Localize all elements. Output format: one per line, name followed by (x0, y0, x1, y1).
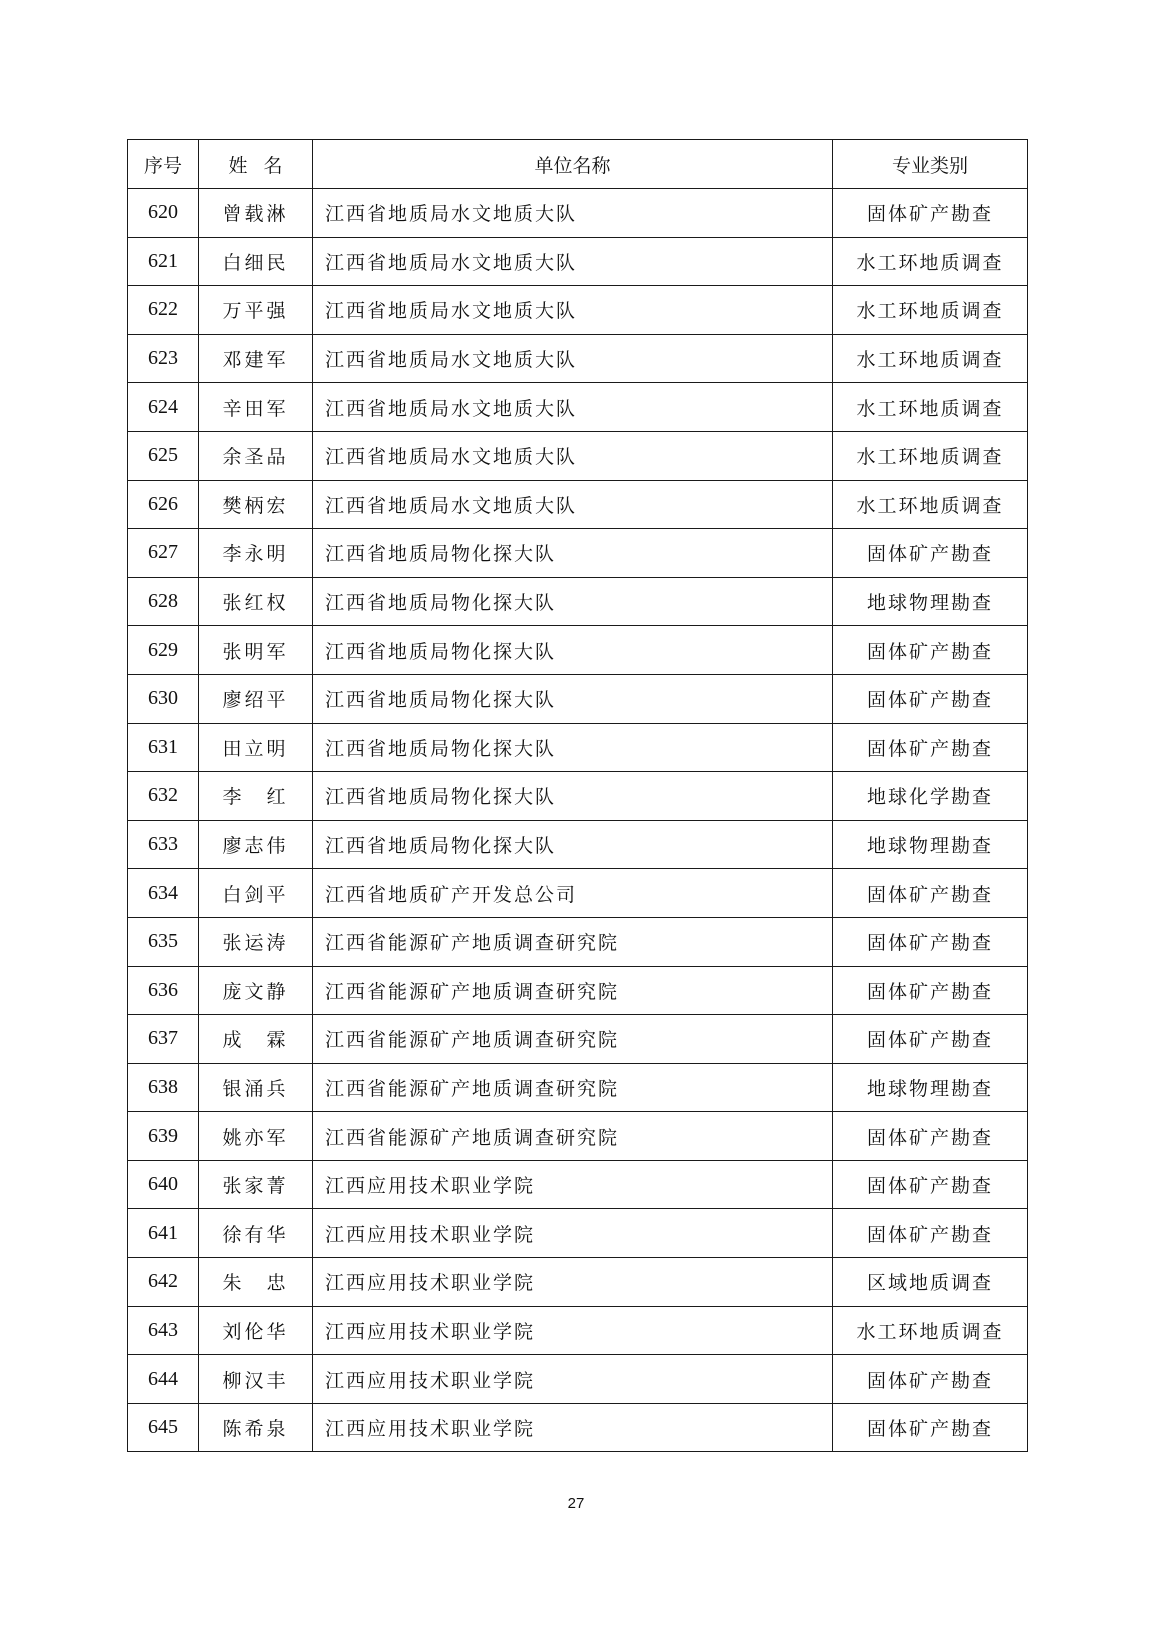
cell-name: 李永明 (199, 529, 313, 578)
cell-seq: 644 (128, 1355, 199, 1404)
cell-name: 银涌兵 (199, 1063, 313, 1112)
cell-name: 白细民 (199, 237, 313, 286)
cell-name: 万平强 (199, 286, 313, 335)
cell-seq: 643 (128, 1306, 199, 1355)
cell-unit: 江西省地质局水文地质大队 (313, 431, 833, 480)
cell-name: 朱 忠 (199, 1258, 313, 1307)
cell-unit: 江西省能源矿产地质调查研究院 (313, 1112, 833, 1161)
cell-seq: 623 (128, 334, 199, 383)
cell-name: 辛田军 (199, 383, 313, 432)
cell-major: 固体矿产勘查 (833, 1112, 1028, 1161)
table-row (128, 237, 1028, 286)
cell-major: 固体矿产勘查 (833, 966, 1028, 1015)
cell-name: 曾载淋 (199, 189, 313, 238)
table-row (128, 674, 1028, 723)
table-header-row (128, 140, 1028, 189)
cell-name: 姚亦军 (199, 1112, 313, 1161)
header-seq: 序号 (128, 140, 199, 189)
cell-unit: 江西应用技术职业学院 (313, 1160, 833, 1209)
cell-seq: 640 (128, 1160, 199, 1209)
cell-major: 固体矿产勘查 (833, 917, 1028, 966)
cell-unit: 江西应用技术职业学院 (313, 1355, 833, 1404)
cell-seq: 625 (128, 431, 199, 480)
cell-name: 田立明 (199, 723, 313, 772)
table-row (128, 723, 1028, 772)
cell-major: 地球物理勘查 (833, 577, 1028, 626)
cell-unit: 江西应用技术职业学院 (313, 1258, 833, 1307)
cell-name: 刘伦华 (199, 1306, 313, 1355)
cell-unit: 江西省地质局物化探大队 (313, 529, 833, 578)
cell-major: 水工环地质调查 (833, 383, 1028, 432)
header-unit: 单位名称 (313, 140, 833, 189)
cell-major: 固体矿产勘查 (833, 1209, 1028, 1258)
cell-unit: 江西省地质局物化探大队 (313, 577, 833, 626)
cell-major: 水工环地质调查 (833, 237, 1028, 286)
table-row (128, 869, 1028, 918)
table-row (128, 431, 1028, 480)
cell-name: 张红权 (199, 577, 313, 626)
table-row (128, 626, 1028, 675)
cell-seq: 638 (128, 1063, 199, 1112)
cell-seq: 637 (128, 1015, 199, 1064)
cell-unit: 江西应用技术职业学院 (313, 1403, 833, 1452)
cell-major: 固体矿产勘查 (833, 723, 1028, 772)
table-row (128, 1063, 1028, 1112)
table-row (128, 529, 1028, 578)
cell-major: 固体矿产勘查 (833, 529, 1028, 578)
cell-seq: 620 (128, 189, 199, 238)
cell-major: 地球物理勘查 (833, 820, 1028, 869)
table-row (128, 1306, 1028, 1355)
cell-seq: 622 (128, 286, 199, 335)
cell-major: 水工环地质调查 (833, 286, 1028, 335)
cell-seq: 631 (128, 723, 199, 772)
cell-seq: 624 (128, 383, 199, 432)
table-row (128, 1209, 1028, 1258)
cell-seq: 621 (128, 237, 199, 286)
table-row (128, 286, 1028, 335)
cell-name: 樊柄宏 (199, 480, 313, 529)
cell-major: 固体矿产勘查 (833, 626, 1028, 675)
cell-unit: 江西应用技术职业学院 (313, 1209, 833, 1258)
cell-name: 邓建军 (199, 334, 313, 383)
cell-major: 固体矿产勘查 (833, 1355, 1028, 1404)
cell-major: 固体矿产勘查 (833, 674, 1028, 723)
table-row (128, 1112, 1028, 1161)
cell-seq: 635 (128, 917, 199, 966)
cell-unit: 江西省地质局物化探大队 (313, 674, 833, 723)
cell-name: 廖志伟 (199, 820, 313, 869)
cell-seq: 645 (128, 1403, 199, 1452)
table-row (128, 772, 1028, 821)
table-row (128, 1015, 1028, 1064)
cell-unit: 江西省地质局水文地质大队 (313, 237, 833, 286)
cell-major: 固体矿产勘查 (833, 1160, 1028, 1209)
cell-major: 水工环地质调查 (833, 1306, 1028, 1355)
cell-major: 水工环地质调查 (833, 480, 1028, 529)
cell-unit: 江西省地质局物化探大队 (313, 723, 833, 772)
cell-major: 固体矿产勘查 (833, 1403, 1028, 1452)
cell-name: 陈希泉 (199, 1403, 313, 1452)
cell-seq: 632 (128, 772, 199, 821)
cell-major: 水工环地质调查 (833, 431, 1028, 480)
cell-major: 固体矿产勘查 (833, 189, 1028, 238)
cell-name: 余圣品 (199, 431, 313, 480)
cell-seq: 642 (128, 1258, 199, 1307)
table-body (128, 189, 1028, 1452)
table-row (128, 334, 1028, 383)
header-major: 专业类别 (833, 140, 1028, 189)
header-name: 姓名 (199, 140, 313, 189)
cell-unit: 江西省能源矿产地质调查研究院 (313, 917, 833, 966)
cell-name: 徐有华 (199, 1209, 313, 1258)
table-row (128, 577, 1028, 626)
table-header (128, 140, 1028, 189)
cell-unit: 江西省地质局水文地质大队 (313, 189, 833, 238)
table-row (128, 1355, 1028, 1404)
cell-seq: 636 (128, 966, 199, 1015)
cell-unit: 江西省地质局物化探大队 (313, 772, 833, 821)
table-row (128, 383, 1028, 432)
cell-name: 柳汉丰 (199, 1355, 313, 1404)
cell-seq: 634 (128, 869, 199, 918)
cell-unit: 江西省地质局水文地质大队 (313, 334, 833, 383)
cell-name: 张明军 (199, 626, 313, 675)
cell-major: 固体矿产勘查 (833, 869, 1028, 918)
cell-major: 固体矿产勘查 (833, 1015, 1028, 1064)
cell-name: 庞文静 (199, 966, 313, 1015)
cell-unit: 江西省地质局水文地质大队 (313, 480, 833, 529)
table-row (128, 917, 1028, 966)
cell-unit: 江西省地质矿产开发总公司 (313, 869, 833, 918)
cell-name: 张运涛 (199, 917, 313, 966)
cell-unit: 江西省能源矿产地质调查研究院 (313, 1063, 833, 1112)
table-row (128, 1403, 1028, 1452)
cell-name: 张家菁 (199, 1160, 313, 1209)
cell-major: 地球物理勘查 (833, 1063, 1028, 1112)
page-number: 27 (567, 1495, 585, 1512)
cell-seq: 641 (128, 1209, 199, 1258)
cell-name: 廖绍平 (199, 674, 313, 723)
cell-unit: 江西省地质局水文地质大队 (313, 286, 833, 335)
cell-seq: 626 (128, 480, 199, 529)
cell-unit: 江西省能源矿产地质调查研究院 (313, 1015, 833, 1064)
cell-unit: 江西省地质局物化探大队 (313, 820, 833, 869)
cell-unit: 江西应用技术职业学院 (313, 1306, 833, 1355)
personnel-table (127, 139, 1028, 1452)
cell-major: 水工环地质调查 (833, 334, 1028, 383)
cell-unit: 江西省地质局物化探大队 (313, 626, 833, 675)
cell-name: 李 红 (199, 772, 313, 821)
table-row (128, 1258, 1028, 1307)
cell-unit: 江西省地质局水文地质大队 (313, 383, 833, 432)
cell-seq: 633 (128, 820, 199, 869)
table-row (128, 1160, 1028, 1209)
cell-seq: 628 (128, 577, 199, 626)
table-row (128, 480, 1028, 529)
cell-seq: 639 (128, 1112, 199, 1161)
cell-seq: 630 (128, 674, 199, 723)
cell-major: 区域地质调查 (833, 1258, 1028, 1307)
cell-name: 白剑平 (199, 869, 313, 918)
table-row (128, 820, 1028, 869)
cell-major: 地球化学勘查 (833, 772, 1028, 821)
cell-seq: 629 (128, 626, 199, 675)
cell-seq: 627 (128, 529, 199, 578)
cell-unit: 江西省能源矿产地质调查研究院 (313, 966, 833, 1015)
cell-name: 成 霖 (199, 1015, 313, 1064)
table-row (128, 966, 1028, 1015)
table-row (128, 189, 1028, 238)
